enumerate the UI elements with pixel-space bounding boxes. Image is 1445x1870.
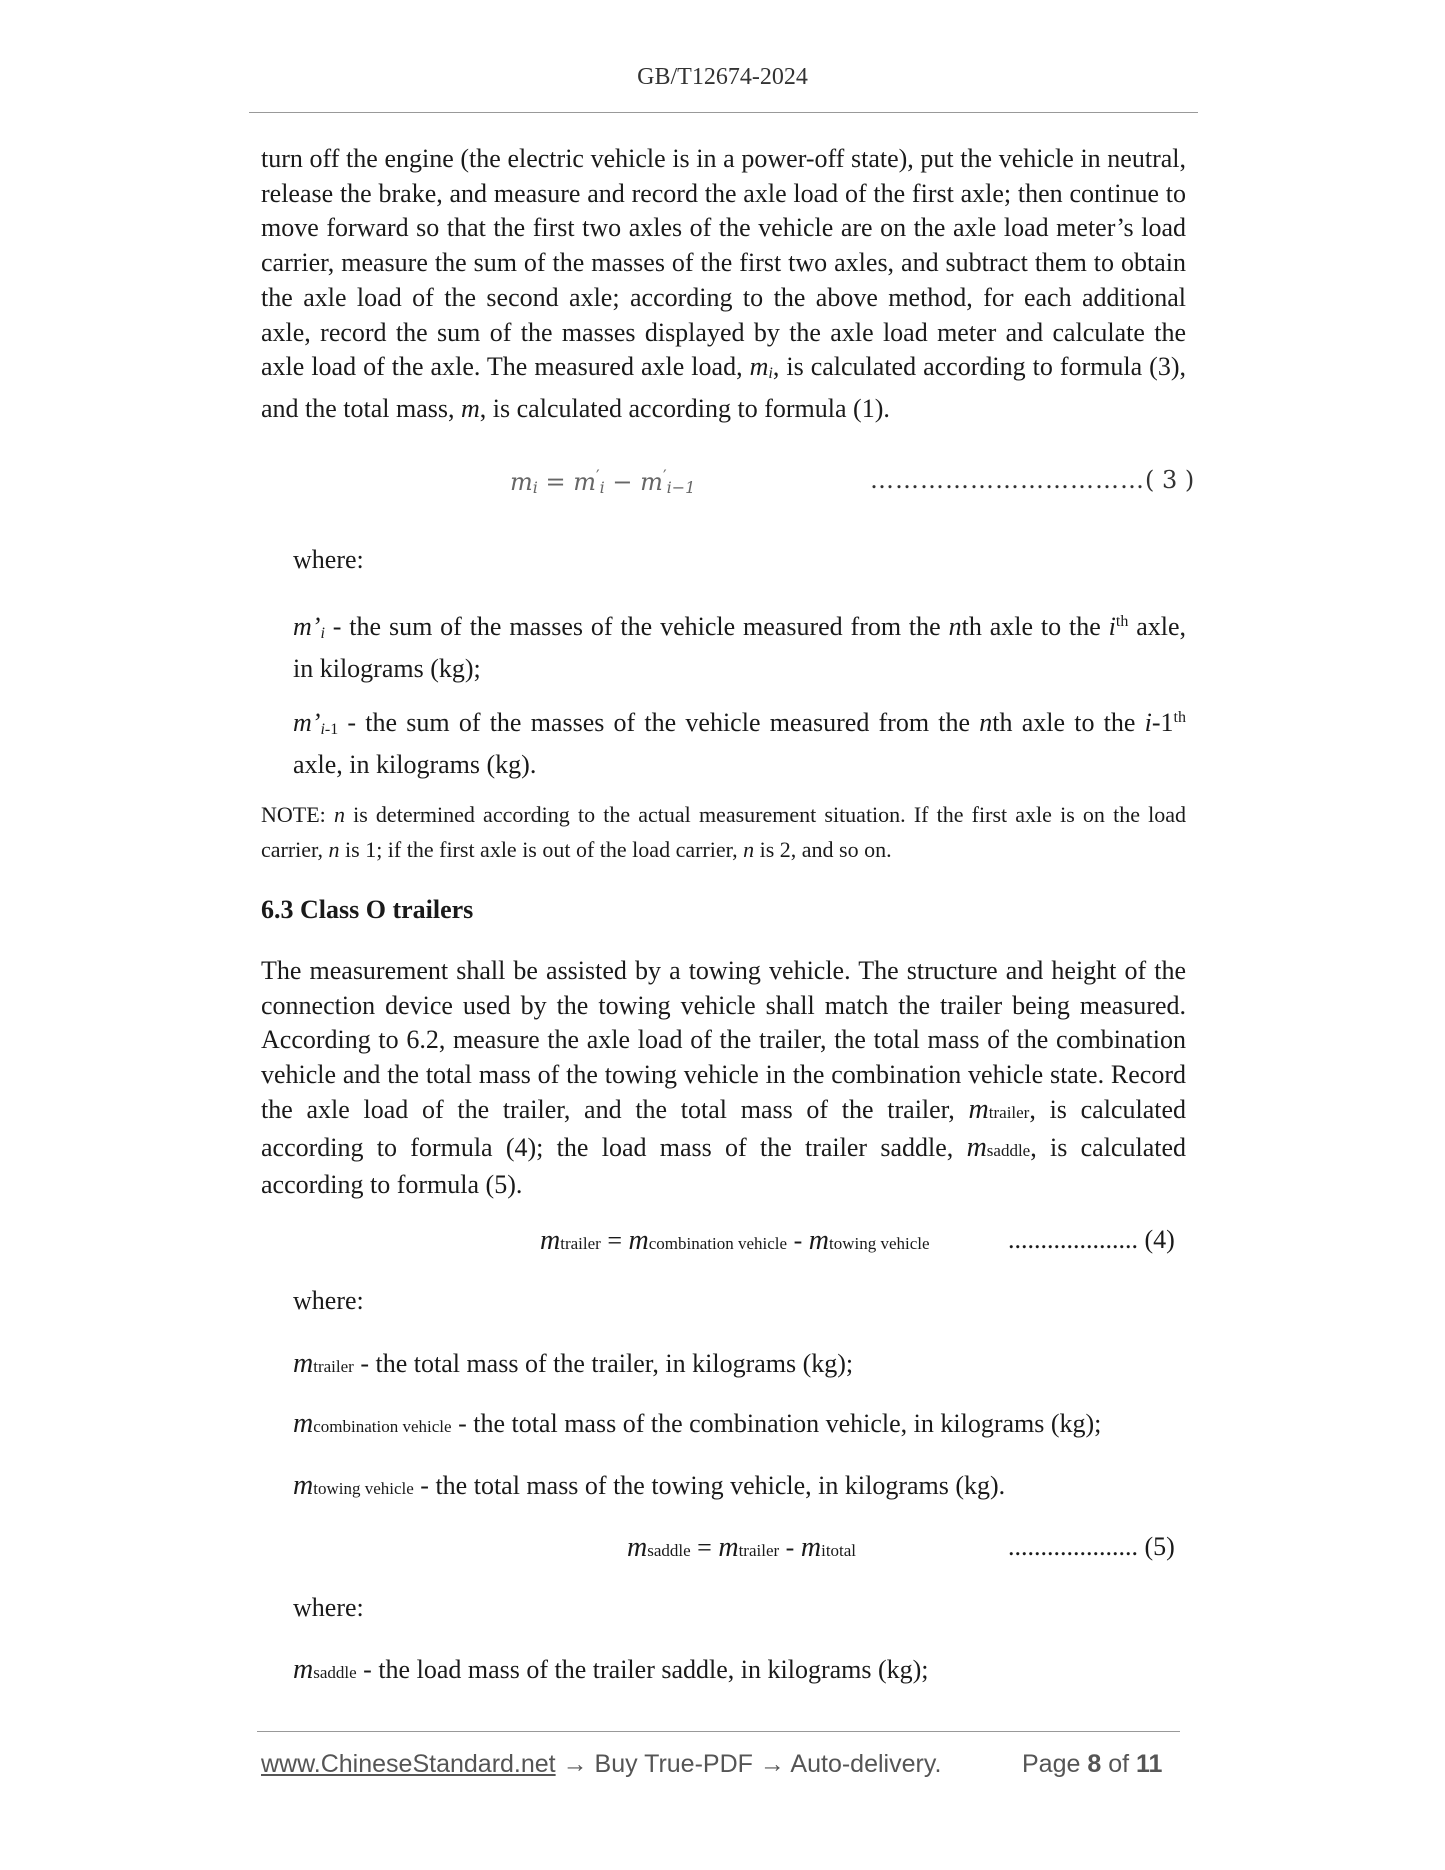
formula-3: $m_i = m'_i - m'_{i-1}$ <box>510 466 696 497</box>
paragraph-trailer-procedure: The measurement shall be assisted by a towing vehicle. The structure and height of the connection device used by the towing vehicle shall match the trailer being measured. According to 6.2, measure the axle load of the trailer, the total mass of the combination vehicle and the total mass of the towing vehicle in the combination vehicle state. Record the axle load of the trailer, and the total mass of the trailer, mtrailer, is calculated according to formula (4); the load mass of the trailer saddle, msaddle, is calculated according to formula (5). <box>261 956 1187 1200</box>
paragraph-axle-procedure: turn off the engine (the electric vehicle is in a power-off state), put the vehicle in neutral, release the brake, and measure and record the axle load of the first axle; then continue to move forward so that the first two axles of the vehicle are on the axle load meter’s load carrier, measure the sum of the masses of the first two axles, and subtract them to obtain the axle load of the second axle; according to the above method, for each additional axle, record the sum of the masses displayed by the axle load meter and calculate the axle load of the axle. The measured axle load, $m_i$, is calculated according to formula (3), and the total mass, m, is calculated according to formula (1). <box>261 144 1186 423</box>
formula-4-number: .................... (4) <box>1008 1225 1175 1254</box>
where-label: where: <box>293 1593 364 1622</box>
where-label: where: <box>293 545 364 574</box>
footer-rule <box>257 1731 1180 1732</box>
formula-5: msaddle = mtrailer - mitotal <box>627 1532 857 1563</box>
definition-m-saddle: msaddle - the load mass of the trailer saddle, in kilograms (kg); <box>293 1654 929 1685</box>
page-header-title: GB/T12674-2024 <box>637 64 808 90</box>
note: NOTE: n is determined according to the actual measurement situation. If the first axle is on the load carrier, n is 1; if the first axle is out of the load carrier, n is 2, and so on. <box>261 802 1187 862</box>
page-number: Page 8 of 11 <box>1022 1750 1163 1778</box>
where-label: where: <box>293 1286 364 1315</box>
definition-m-prime-i: $m’_i$ - the sum of the masses of the vehicle measured from the nth axle to the $i^{th}$ axle, in kilograms (kg); <box>293 612 1187 683</box>
section-heading: 6.3 Class O trailers <box>261 895 474 924</box>
definition-m-trailer: mtrailer - the total mass of the trailer, in kilograms (kg); <box>293 1348 854 1379</box>
footer-promo: www.ChineseStandard.net → Buy True-PDF → Auto-delivery. <box>261 1750 942 1778</box>
header-rule <box>249 112 1198 113</box>
formula-3-number: ……………………………( 3 ) <box>870 466 1195 494</box>
formula-4: mtrailer = mcombination vehicle - mtowing vehicle <box>540 1225 930 1256</box>
formula-5-number: .................... (5) <box>1008 1532 1175 1561</box>
chinesestandard-link[interactable]: www.ChineseStandard.net <box>261 1750 556 1778</box>
definition-m-combination: mcombination vehicle - the total mass of the combination vehicle, in kilograms (kg); <box>293 1408 1102 1439</box>
definition-m-towing: mtowing vehicle - the total mass of the towing vehicle, in kilograms (kg). <box>293 1470 1006 1501</box>
definition-m-prime-i-1: $m’_{i-1}$ - the sum of the masses of the vehicle measured from the nth axle to the i-1th axle, in kilograms (kg). <box>293 708 1186 779</box>
